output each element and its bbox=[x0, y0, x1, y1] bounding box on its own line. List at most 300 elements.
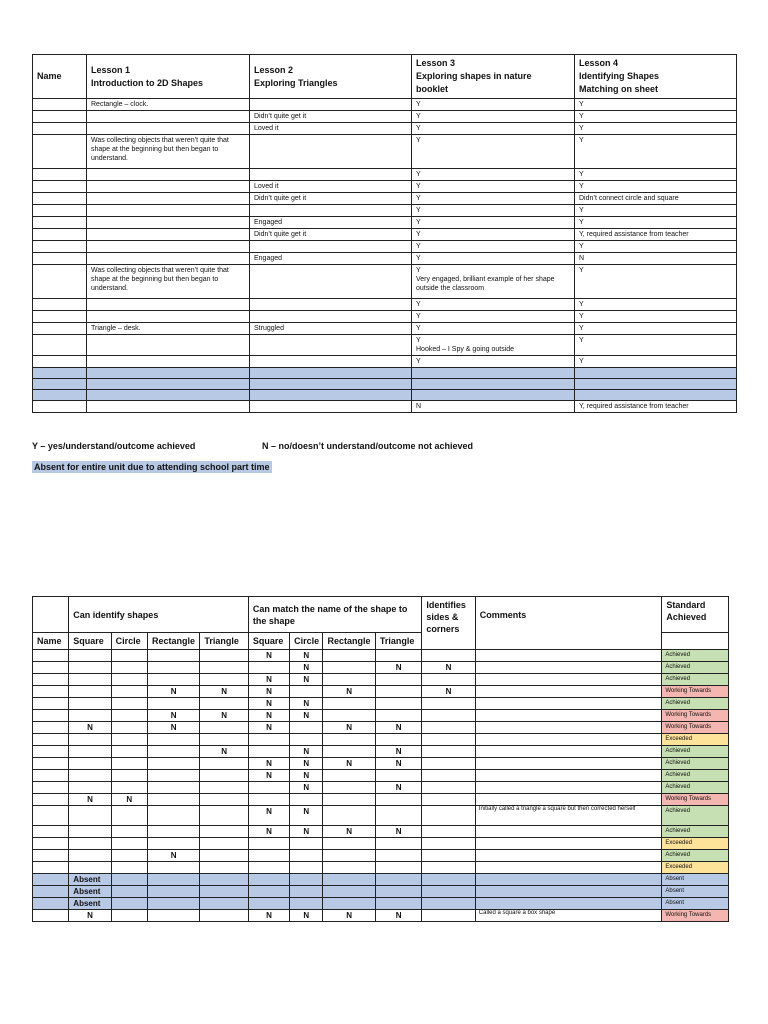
cell-lesson4: Y bbox=[575, 323, 737, 335]
cell-match-rectangle bbox=[323, 838, 375, 850]
cell-comment bbox=[475, 782, 662, 794]
cell-identify-rectangle bbox=[147, 898, 199, 910]
cell-match-triangle bbox=[375, 862, 421, 874]
cell-match-rectangle bbox=[323, 886, 375, 898]
cell-lesson4: Y bbox=[575, 99, 737, 111]
cell-comment bbox=[475, 874, 662, 886]
cell-lesson2 bbox=[250, 311, 412, 323]
lesson-row bbox=[33, 111, 737, 123]
cell-comment bbox=[475, 674, 662, 686]
cell-identify-circle bbox=[111, 826, 147, 838]
cell-sides-corners: N bbox=[422, 686, 475, 698]
cell-identify-rectangle bbox=[147, 826, 199, 838]
cell-match-circle: N bbox=[290, 910, 323, 922]
cell-identify-square bbox=[69, 758, 111, 770]
cell-lesson3: Y bbox=[412, 311, 575, 323]
cell-sides-corners bbox=[422, 806, 475, 826]
cell-standard: Absent bbox=[662, 886, 729, 898]
cell-name bbox=[33, 181, 87, 193]
cell-lesson1: Rectangle – clock. bbox=[87, 99, 250, 111]
cell-identify-rectangle: N bbox=[147, 722, 199, 734]
cell-lesson2: Didn’t quite get it bbox=[250, 111, 412, 123]
cell-lesson2 bbox=[250, 401, 412, 413]
cell-identify-rectangle bbox=[147, 734, 199, 746]
cell-identify-circle bbox=[111, 910, 147, 922]
cell-lesson1 bbox=[87, 193, 250, 205]
cell-comment bbox=[475, 886, 662, 898]
lessons-table bbox=[32, 54, 737, 413]
lesson-row bbox=[33, 299, 737, 311]
cell-match-circle bbox=[290, 862, 323, 874]
cell-lesson4 bbox=[575, 368, 737, 379]
cell-identify-rectangle: N bbox=[147, 686, 199, 698]
cell-lesson2: Didn’t quite get it bbox=[250, 193, 412, 205]
lesson-row bbox=[33, 253, 737, 265]
cell-lesson3: Y bbox=[412, 99, 575, 111]
assessment-group-header-row bbox=[33, 597, 729, 633]
cell-lesson2 bbox=[250, 241, 412, 253]
cell-match-triangle bbox=[375, 698, 421, 710]
cell-name bbox=[33, 205, 87, 217]
lesson-row bbox=[33, 335, 737, 356]
cell-match-circle: N bbox=[290, 770, 323, 782]
assessment-row bbox=[33, 758, 729, 770]
cell-identify-rectangle bbox=[147, 886, 199, 898]
cell-lesson4: Y bbox=[575, 169, 737, 181]
cell-name bbox=[33, 862, 69, 874]
header-can-match: Can match the name of the shape to the shape bbox=[248, 597, 422, 633]
cell-name bbox=[33, 229, 87, 241]
sub-header-standard-blank bbox=[662, 633, 729, 650]
cell-identify-square bbox=[69, 862, 111, 874]
sub-header-match-triangle: Triangle bbox=[375, 633, 421, 650]
assessment-row bbox=[33, 898, 729, 910]
cell-name bbox=[33, 401, 87, 413]
cell-lesson3: Y bbox=[412, 253, 575, 265]
cell-lesson3: Y bbox=[412, 217, 575, 229]
cell-lesson1 bbox=[87, 217, 250, 229]
assessment-row bbox=[33, 838, 729, 850]
cell-standard: Absent bbox=[662, 874, 729, 886]
cell-match-rectangle bbox=[323, 782, 375, 794]
cell-identify-triangle bbox=[200, 898, 248, 910]
cell-match-circle: N bbox=[290, 650, 323, 662]
cell-standard: Achieved bbox=[662, 806, 729, 826]
legend-absent: Absent for entire unit due to attending school part time bbox=[34, 462, 270, 472]
assessment-row bbox=[33, 826, 729, 838]
cell-comment bbox=[475, 722, 662, 734]
assessment-row bbox=[33, 674, 729, 686]
cell-match-square: N bbox=[248, 910, 289, 922]
cell-lesson2: Didn’t quite get it bbox=[250, 229, 412, 241]
cell-match-square bbox=[248, 838, 289, 850]
cell-match-rectangle bbox=[323, 770, 375, 782]
cell-match-circle bbox=[290, 898, 323, 910]
cell-lesson1 bbox=[87, 123, 250, 135]
cell-lesson2 bbox=[250, 379, 412, 390]
cell-name bbox=[33, 662, 69, 674]
cell-standard: Achieved bbox=[662, 650, 729, 662]
header-lesson3-number: Lesson 3 bbox=[416, 58, 456, 68]
cell-match-triangle: N bbox=[375, 910, 421, 922]
cell-identify-rectangle bbox=[147, 650, 199, 662]
cell-identify-circle bbox=[111, 874, 147, 886]
cell-match-triangle bbox=[375, 838, 421, 850]
cell-lesson1 bbox=[87, 111, 250, 123]
cell-identify-rectangle bbox=[147, 758, 199, 770]
cell-match-rectangle: N bbox=[323, 722, 375, 734]
assessment-row bbox=[33, 650, 729, 662]
assessment-row bbox=[33, 698, 729, 710]
cell-identify-circle bbox=[111, 862, 147, 874]
cell-lesson4: Y bbox=[575, 241, 737, 253]
header-lesson3 bbox=[412, 55, 575, 99]
cell-lesson1 bbox=[87, 335, 250, 356]
cell-identify-rectangle: N bbox=[147, 850, 199, 862]
cell-match-circle bbox=[290, 734, 323, 746]
cell-name bbox=[33, 686, 69, 698]
cell-sides-corners bbox=[422, 710, 475, 722]
cell-match-rectangle: N bbox=[323, 758, 375, 770]
cell-sides-corners bbox=[422, 886, 475, 898]
cell-sides-corners bbox=[422, 850, 475, 862]
cell-lesson4: Y bbox=[575, 111, 737, 123]
cell-match-square: N bbox=[248, 710, 289, 722]
cell-name bbox=[33, 253, 87, 265]
assessment-row bbox=[33, 862, 729, 874]
cell-match-triangle bbox=[375, 886, 421, 898]
cell-match-triangle bbox=[375, 806, 421, 826]
cell-standard: Working Towards bbox=[662, 686, 729, 698]
cell-identify-triangle bbox=[200, 806, 248, 826]
cell-name bbox=[33, 806, 69, 826]
cell-standard: Exceeded bbox=[662, 862, 729, 874]
assessment-row bbox=[33, 770, 729, 782]
cell-comment bbox=[475, 794, 662, 806]
cell-match-rectangle bbox=[323, 898, 375, 910]
cell-lesson2: Engaged bbox=[250, 253, 412, 265]
lesson-row bbox=[33, 356, 737, 368]
cell-identify-circle bbox=[111, 850, 147, 862]
cell-identify-rectangle bbox=[147, 674, 199, 686]
cell-match-circle bbox=[290, 886, 323, 898]
cell-identify-square bbox=[69, 734, 111, 746]
cell-identify-circle bbox=[111, 734, 147, 746]
cell-identify-square bbox=[69, 650, 111, 662]
cell-sides-corners bbox=[422, 770, 475, 782]
cell-identify-circle bbox=[111, 898, 147, 910]
cell-lesson2 bbox=[250, 135, 412, 169]
cell-identify-rectangle bbox=[147, 806, 199, 826]
cell-standard: Achieved bbox=[662, 770, 729, 782]
cell-comment bbox=[475, 698, 662, 710]
header-lesson1-number: Lesson 1 bbox=[91, 64, 131, 75]
cell-sides-corners bbox=[422, 758, 475, 770]
cell-identify-circle bbox=[111, 838, 147, 850]
cell-identify-circle bbox=[111, 686, 147, 698]
cell-name bbox=[33, 898, 69, 910]
cell-identify-rectangle bbox=[147, 698, 199, 710]
cell-identify-square bbox=[69, 710, 111, 722]
cell-lesson3: Y bbox=[412, 356, 575, 368]
cell-name bbox=[33, 850, 69, 862]
cell-name bbox=[33, 782, 69, 794]
cell-match-square bbox=[248, 898, 289, 910]
cell-identify-square: Absent bbox=[69, 898, 111, 910]
cell-match-circle: N bbox=[290, 662, 323, 674]
cell-sides-corners bbox=[422, 910, 475, 922]
cell-comment bbox=[475, 686, 662, 698]
cell-lesson4: Y bbox=[575, 181, 737, 193]
cell-lesson4: Y, required assistance from teacher bbox=[575, 401, 737, 413]
lesson-row bbox=[33, 368, 737, 379]
cell-match-rectangle bbox=[323, 874, 375, 886]
cell-name bbox=[33, 886, 69, 898]
sub-header-identify-circle: Circle bbox=[111, 633, 147, 650]
cell-name bbox=[33, 910, 69, 922]
lesson-row bbox=[33, 311, 737, 323]
cell-lesson3: Y bbox=[412, 193, 575, 205]
lesson-row bbox=[33, 205, 737, 217]
cell-match-square: N bbox=[248, 770, 289, 782]
legend-no: N – no/doesn’t understand/outcome not achieved bbox=[262, 441, 474, 451]
cell-match-triangle bbox=[375, 650, 421, 662]
cell-name bbox=[33, 698, 69, 710]
cell-sides-corners bbox=[422, 650, 475, 662]
header-lesson4-title: Identifying Shapes bbox=[579, 71, 660, 81]
cell-standard: Achieved bbox=[662, 674, 729, 686]
cell-sides-corners bbox=[422, 782, 475, 794]
cell-name bbox=[33, 99, 87, 111]
cell-lesson2 bbox=[250, 205, 412, 217]
cell-match-circle bbox=[290, 722, 323, 734]
cell-match-circle bbox=[290, 838, 323, 850]
cell-identify-triangle bbox=[200, 674, 248, 686]
cell-name bbox=[33, 770, 69, 782]
cell-lesson3 bbox=[412, 368, 575, 379]
cell-match-rectangle bbox=[323, 746, 375, 758]
cell-match-square bbox=[248, 874, 289, 886]
cell-match-triangle: N bbox=[375, 722, 421, 734]
cell-lesson2: Loved it bbox=[250, 181, 412, 193]
cell-name bbox=[33, 335, 87, 356]
cell-lesson4: Y bbox=[575, 135, 737, 169]
cell-lesson1 bbox=[87, 401, 250, 413]
cell-match-circle bbox=[290, 794, 323, 806]
cell-name bbox=[33, 241, 87, 253]
cell-identify-square: N bbox=[69, 910, 111, 922]
cell-lesson4: Y bbox=[575, 356, 737, 368]
cell-match-rectangle bbox=[323, 674, 375, 686]
cell-sides-corners bbox=[422, 746, 475, 758]
cell-lesson4: Y bbox=[575, 205, 737, 217]
cell-name bbox=[33, 111, 87, 123]
cell-match-square: N bbox=[248, 806, 289, 826]
cell-standard: Achieved bbox=[662, 850, 729, 862]
lesson-row bbox=[33, 193, 737, 205]
cell-lesson1 bbox=[87, 205, 250, 217]
cell-lesson2: Loved it bbox=[250, 123, 412, 135]
cell-match-triangle bbox=[375, 734, 421, 746]
header-lesson3-title: Exploring shapes in nature bbox=[416, 71, 532, 81]
cell-lesson2 bbox=[250, 169, 412, 181]
cell-standard: Achieved bbox=[662, 758, 729, 770]
cell-lesson1 bbox=[87, 356, 250, 368]
cell-standard: Achieved bbox=[662, 662, 729, 674]
cell-identify-circle: N bbox=[111, 794, 147, 806]
cell-match-square bbox=[248, 746, 289, 758]
cell-lesson1 bbox=[87, 390, 250, 401]
cell-match-rectangle bbox=[323, 862, 375, 874]
assessment-row bbox=[33, 686, 729, 698]
cell-match-square: N bbox=[248, 686, 289, 698]
cell-lesson2 bbox=[250, 390, 412, 401]
sub-header-name: Name bbox=[33, 633, 69, 650]
cell-identify-triangle bbox=[200, 874, 248, 886]
cell-lesson1 bbox=[87, 241, 250, 253]
cell-name bbox=[33, 390, 87, 401]
cell-lesson3: Y bbox=[412, 111, 575, 123]
cell-identify-circle bbox=[111, 782, 147, 794]
cell-match-rectangle bbox=[323, 794, 375, 806]
cell-sides-corners bbox=[422, 826, 475, 838]
cell-name bbox=[33, 379, 87, 390]
lessons-header-row bbox=[33, 55, 737, 99]
cell-name bbox=[33, 874, 69, 886]
lesson-row bbox=[33, 123, 737, 135]
cell-match-circle: N bbox=[290, 674, 323, 686]
assessment-table bbox=[32, 596, 729, 922]
cell-standard: Achieved bbox=[662, 746, 729, 758]
cell-match-triangle bbox=[375, 686, 421, 698]
header-standard: Standard Achieved bbox=[662, 597, 729, 633]
cell-identify-square: Absent bbox=[69, 886, 111, 898]
cell-identify-circle bbox=[111, 746, 147, 758]
cell-lesson4: Didn’t connect circle and square bbox=[575, 193, 737, 205]
cell-lesson3: Y bbox=[412, 123, 575, 135]
cell-name bbox=[33, 838, 69, 850]
cell-identify-square bbox=[69, 850, 111, 862]
cell-comment bbox=[475, 862, 662, 874]
cell-lesson2 bbox=[250, 299, 412, 311]
lesson-row bbox=[33, 217, 737, 229]
header-lesson1 bbox=[87, 55, 250, 99]
header-lesson3-subtitle: booklet bbox=[416, 84, 449, 94]
cell-identify-rectangle bbox=[147, 794, 199, 806]
sub-header-match-rectangle: Rectangle bbox=[323, 633, 375, 650]
header-lesson2-title: Exploring Triangles bbox=[254, 77, 338, 88]
cell-lesson3: Y bbox=[412, 299, 575, 311]
cell-name bbox=[33, 356, 87, 368]
sub-header-match-square: Square bbox=[248, 633, 289, 650]
cell-match-triangle bbox=[375, 874, 421, 886]
cell-name bbox=[33, 710, 69, 722]
cell-identify-square bbox=[69, 826, 111, 838]
cell-lesson2 bbox=[250, 335, 412, 356]
cell-lesson3: Y bbox=[412, 205, 575, 217]
cell-lesson4: Y, required assistance from teacher bbox=[575, 229, 737, 241]
cell-match-circle bbox=[290, 850, 323, 862]
cell-identify-circle bbox=[111, 806, 147, 826]
cell-sides-corners bbox=[422, 838, 475, 850]
lesson-row bbox=[33, 135, 737, 169]
cell-lesson3: Y bbox=[412, 229, 575, 241]
header-name: Name bbox=[33, 55, 87, 99]
assessment-row bbox=[33, 874, 729, 886]
cell-lesson2 bbox=[250, 265, 412, 299]
cell-identify-triangle bbox=[200, 838, 248, 850]
cell-match-square: N bbox=[248, 758, 289, 770]
cell-name bbox=[33, 323, 87, 335]
cell-identify-triangle bbox=[200, 850, 248, 862]
cell-match-rectangle bbox=[323, 806, 375, 826]
cell-name bbox=[33, 135, 87, 169]
cell-match-square: N bbox=[248, 674, 289, 686]
cell-sides-corners bbox=[422, 874, 475, 886]
header-blank bbox=[33, 597, 69, 633]
cell-match-circle bbox=[290, 686, 323, 698]
cell-identify-square: N bbox=[69, 722, 111, 734]
cell-identify-circle bbox=[111, 698, 147, 710]
cell-comment bbox=[475, 746, 662, 758]
cell-comment bbox=[475, 734, 662, 746]
header-lesson4 bbox=[575, 55, 737, 99]
cell-identify-rectangle bbox=[147, 874, 199, 886]
cell-match-square: N bbox=[248, 722, 289, 734]
cell-sides-corners bbox=[422, 722, 475, 734]
cell-comment bbox=[475, 838, 662, 850]
assessment-row bbox=[33, 794, 729, 806]
cell-sides-corners bbox=[422, 698, 475, 710]
header-lesson4-subtitle: Matching on sheet bbox=[579, 84, 659, 94]
cell-match-square: N bbox=[248, 698, 289, 710]
cell-lesson4: Y bbox=[575, 217, 737, 229]
cell-identify-square: Absent bbox=[69, 874, 111, 886]
assessment-row bbox=[33, 886, 729, 898]
cell-name bbox=[33, 193, 87, 205]
cell-lesson1 bbox=[87, 253, 250, 265]
cell-identify-square bbox=[69, 782, 111, 794]
cell-identify-triangle bbox=[200, 650, 248, 662]
assessment-row bbox=[33, 746, 729, 758]
cell-identify-square bbox=[69, 806, 111, 826]
lesson-row bbox=[33, 401, 737, 413]
cell-lesson2: Struggled bbox=[250, 323, 412, 335]
cell-match-rectangle bbox=[323, 850, 375, 862]
cell-identify-rectangle bbox=[147, 662, 199, 674]
cell-lesson3 bbox=[412, 379, 575, 390]
cell-identify-rectangle bbox=[147, 862, 199, 874]
cell-identify-triangle bbox=[200, 758, 248, 770]
assessment-row bbox=[33, 710, 729, 722]
cell-name bbox=[33, 674, 69, 686]
cell-sides-corners bbox=[422, 794, 475, 806]
cell-name bbox=[33, 368, 87, 379]
cell-identify-triangle bbox=[200, 662, 248, 674]
cell-match-square bbox=[248, 734, 289, 746]
cell-lesson1 bbox=[87, 368, 250, 379]
cell-name bbox=[33, 794, 69, 806]
header-lesson4-number: Lesson 4 bbox=[579, 58, 619, 68]
cell-lesson2 bbox=[250, 356, 412, 368]
cell-match-triangle: N bbox=[375, 746, 421, 758]
cell-comment bbox=[475, 770, 662, 782]
cell-identify-rectangle bbox=[147, 746, 199, 758]
cell-match-rectangle: N bbox=[323, 686, 375, 698]
cell-identify-rectangle bbox=[147, 782, 199, 794]
sub-header-identify-triangle: Triangle bbox=[200, 633, 248, 650]
lesson-row bbox=[33, 390, 737, 401]
